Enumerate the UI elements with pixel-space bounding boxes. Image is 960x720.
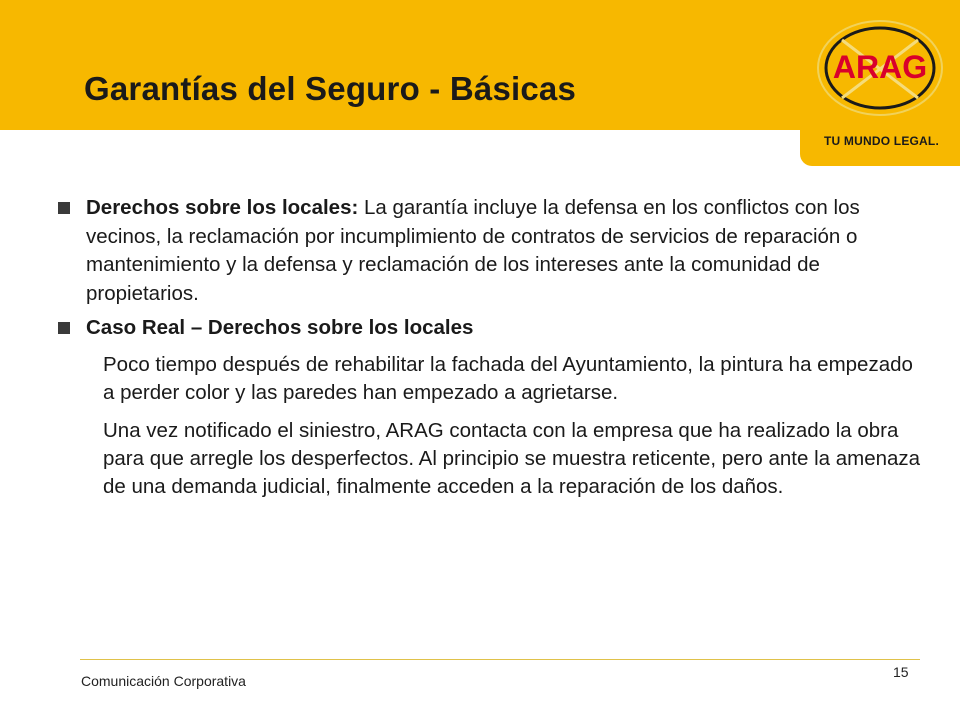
bullet-text: La garantía incluye la defensa en los conflictos con los vecinos, la reclamación por incumplimiento de contratos de servicios de reparación o mantenimiento y la defensa y reclamación de los intereses ante la comunidad de propietarios.: [86, 196, 860, 305]
square-bullet-icon: [58, 322, 70, 334]
slide-title: Garantías del Seguro - Básicas: [84, 70, 577, 107]
case-paragraph-2: Una vez notificado el siniestro, ARAG contacta con la empresa que ha realizado la obra para que arregle los desperfectos. Al principio se muestra reticente, pero ante la amenaza de una demanda judicial, finalmente acceden a la reparación de los daños.: [103, 418, 921, 498]
square-bullet-icon: [58, 202, 70, 214]
bullet-caso-real: [58, 314, 928, 343]
footer-text: Comunicación Corporativa: [81, 673, 246, 689]
arag-logo: [814, 18, 946, 118]
page-number: 15: [893, 664, 909, 680]
logo-text: ARAG: [832, 49, 928, 85]
tagline: TU MUNDO LEGAL.: [824, 134, 939, 148]
bullet-heading: Derechos sobre los locales:: [86, 196, 359, 219]
case-paragraph-1: Poco tiempo después de rehabilitar la fachada del Ayuntamiento, la pintura ha empezado a perder color y las paredes han empezado a agrietarse.: [103, 352, 913, 404]
bullet-derechos: [58, 194, 928, 308]
bullet-heading: Caso Real – Derechos sobre los locales: [86, 316, 474, 339]
footer-divider: [80, 659, 920, 660]
slide-content: [58, 194, 928, 511]
